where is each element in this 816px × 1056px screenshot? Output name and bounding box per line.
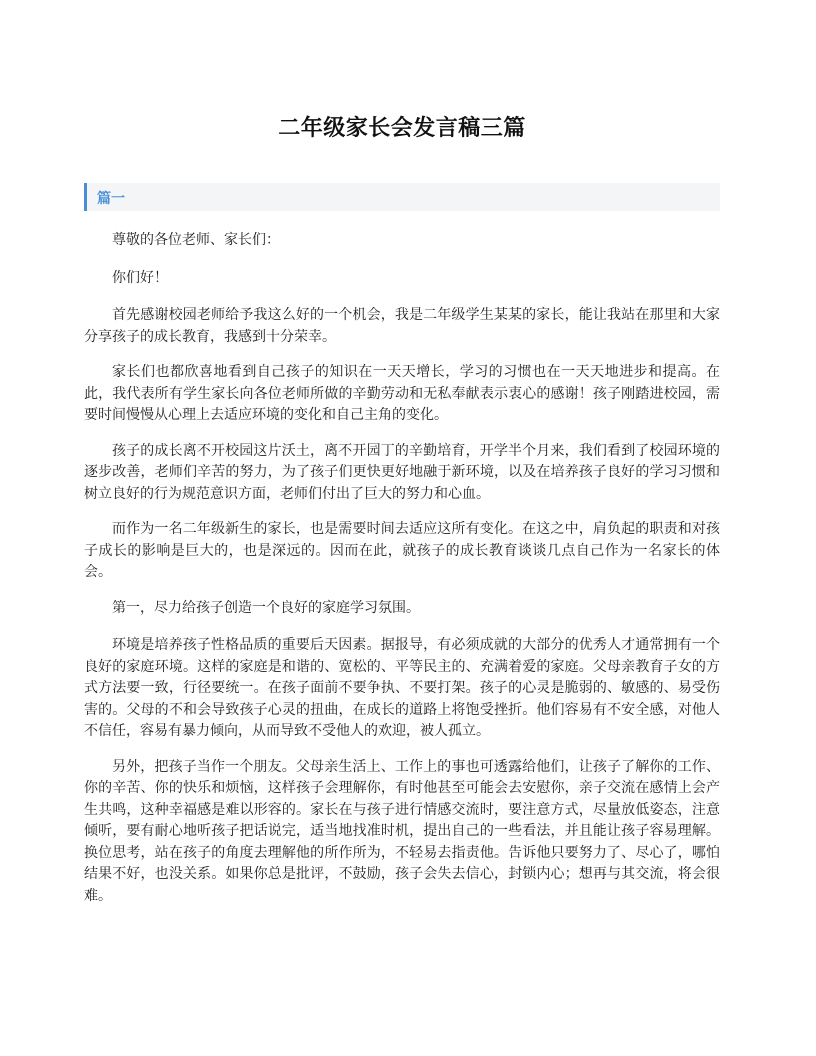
section-body [84,230,720,921]
document-title: 二年级家长会发言稿三篇 [278,115,526,141]
paragraph-salutation: 尊敬的各位老师、家长们： [112,232,280,248]
paragraph: 孩子的成长离不开校园这片沃土，离不开园丁的辛勤培育，开学半个月来，我们看到了校园环境的逐步改善，老师们辛苦的努力，为了孩子们更快更好地融于新环境，以及在培养孩子良好的学习习惯和树立良好的行为规范意识方面，老师们付出了巨大的努力和心血。 [84,442,720,502]
paragraph: 而作为一名二年级新生的家长，也是需要时间去适应这所有变化。在这之中，肩负起的职责和对孩子成长的影响是巨大的，也是深远的。因而在此，就孩子的成长教育谈谈几点自己作为一名家长的体会。 [84,521,720,580]
paragraph: 家长们也都欣喜地看到自己孩子的知识在一天天增长，学习的习惯也在一天天地进步和提高。在此，我代表所有学生家长向各位老师所做的辛勤劳动和无私奉献表示衷心的感谢！孩子刚踏进校园，需要时间慢慢从心理上去适应环境的变化和自己主角的变化。 [84,364,720,423]
paragraph-point-heading: 第一，尽力给孩子创造一个良好的家庭学习氛围。 [112,599,420,616]
section-heading-label: 篇一 [97,191,125,207]
paragraph: 环境是培养孩子性格品质的重要后天因素。据报导，有必须成就的大部分的优秀人才通常拥有一个良好的家庭环境。这样的家庭是和谐的、宽松的、平等民主的、充满着爱的家庭。父母亲教育子女的方式方法要一致，行径要统一。在孩子面前不要争执、不要打架。孩子的心灵是脆弱的、敏感的、易受伤害的。父母的不和会导致孩子心灵的扭曲，在成长的道路上将饱受挫折。他们容易有不安全感，对他人不信任，容易有暴力倾向，从而导致不受他人的欢迎，被人孤立。 [84,637,720,739]
section-heading [84,183,720,211]
paragraph-greeting: 你们好！ [112,269,168,286]
paragraph: 首先感谢校园老师给予我这么好的一个机会，我是二年级学生某某的家长，能让我站在那里和大家分享孩子的成长教育，我感到十分荣幸。 [84,307,720,345]
paragraph: 另外，把孩子当作一个朋友。父母亲生活上、工作上的事也可透露给他们，让孩子了解你的工作、你的辛苦、你的快乐和烦恼，这样孩子会理解你，有时他甚至可能会去安慰你，亲子交流在感情上会产生共鸣，这种幸福感是难以形容的。家长在与孩子进行情感交流时，要注意方式，尽量放低姿态，注意倾听，要有耐心地听孩子把话说完，适当地找准时机，提出自己的一些看法，并且能让孩子容易理解。换位思考，站在孩子的角度去理解他的所作所为，不轻易去指责他。告诉他只要努力了、尽心了，哪怕结果不好，也没关系。如果你总是批评，不鼓励，孩子会失去信心，封锁内心；想再与其交流，将会很难。 [84,758,720,904]
